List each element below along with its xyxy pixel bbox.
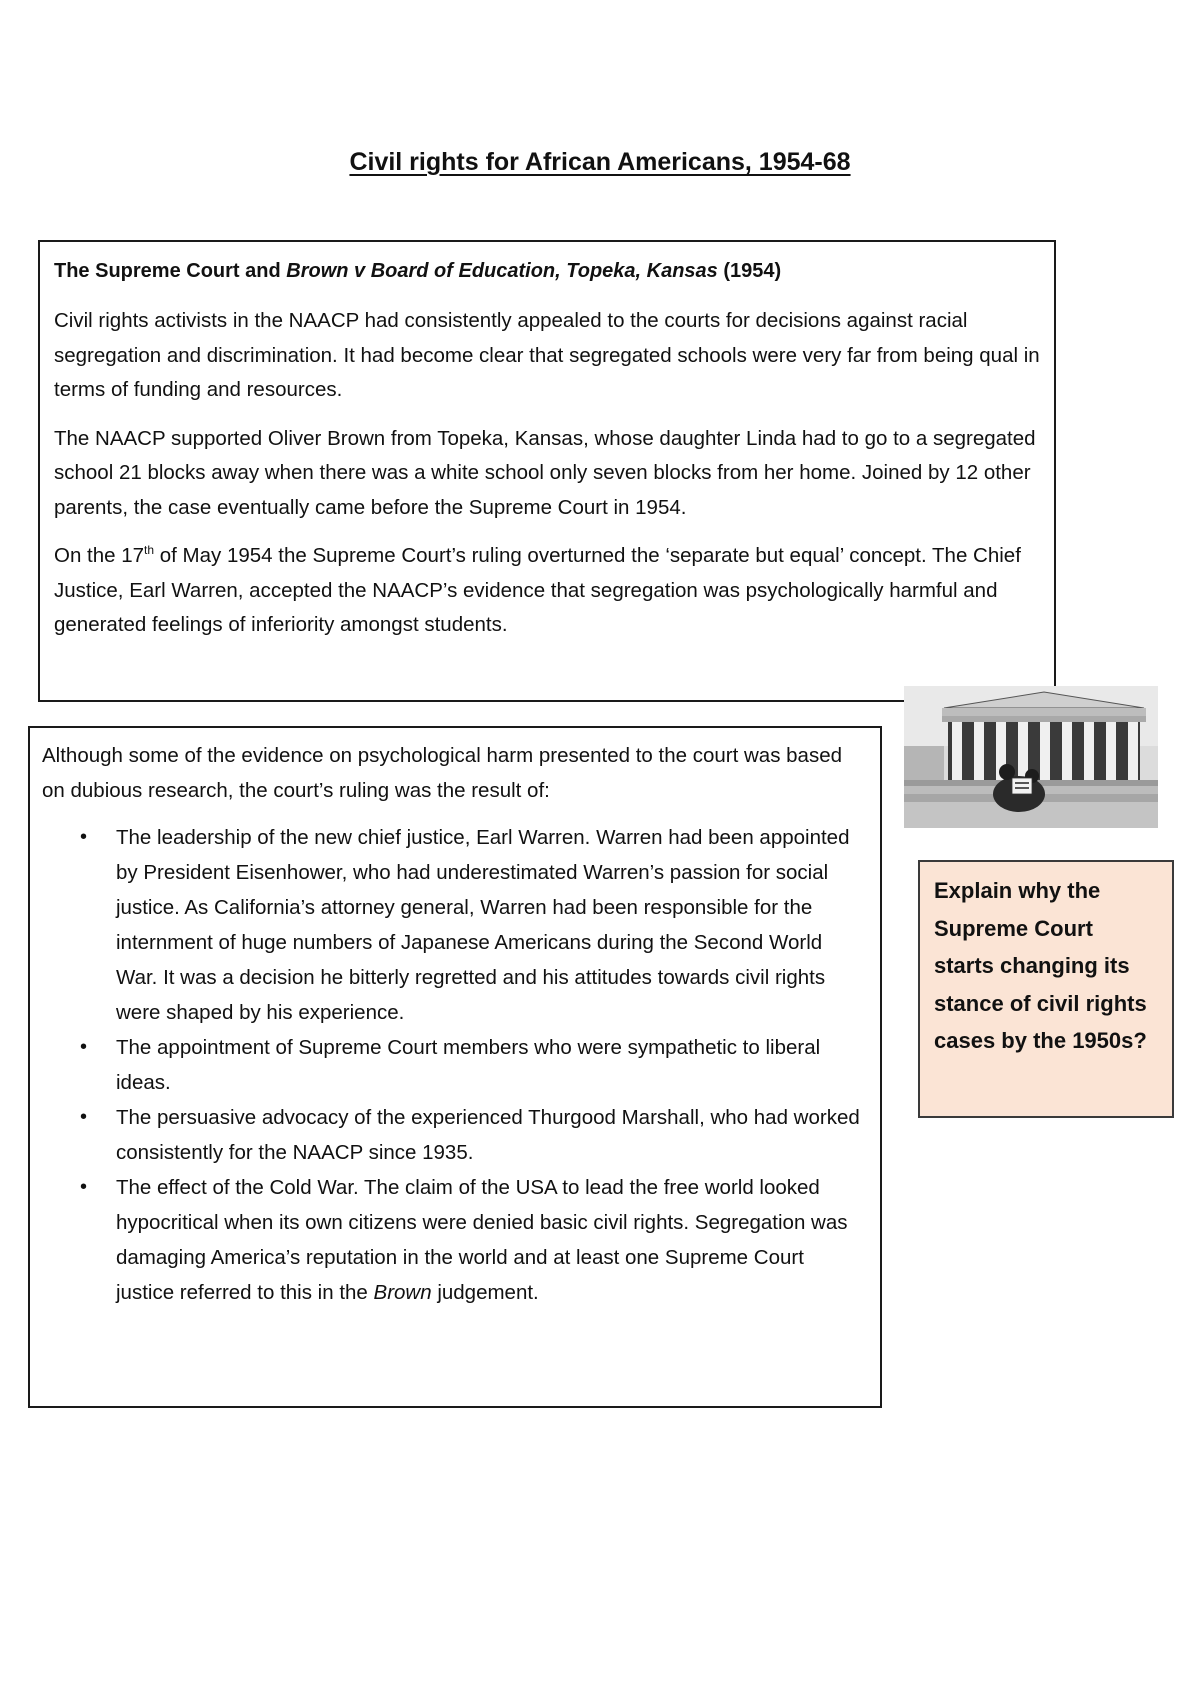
paragraph-oliver-brown: The NAACP supported Oliver Brown from Topeka, Kansas, whose daughter Linda had to go to a segregated school 21 blocks away when there was a white school only seven blocks from her home. Joined by 12 other parents, the case eventually came before the Supreme Court in 1954.: [54, 426, 1036, 519]
page-title: Civil rights for African Americans, 1954-68: [349, 148, 851, 176]
supreme-court-steps-photo: [904, 686, 1158, 828]
list-item: [42, 1170, 866, 1310]
brown-case-box: [38, 240, 1056, 702]
reason-text: The appointment of Supreme Court members who were sympathetic to liberal ideas.: [116, 1036, 821, 1094]
reason-text-pre: The effect of the Cold War. The claim of the USA to lead the free world looked hypocritical when its own citizens were denied basic civil rights. Segregation was damaging America’s reputation in the world and at least one Supreme Court justice referred to this in the: [116, 1176, 848, 1304]
brown-case-heading: [54, 256, 1040, 286]
bullet-icon: •: [80, 1106, 88, 1128]
reason-text: The persuasive advocacy of the experienced Thurgood Marshall, who had worked consistently for the NAACP since 1935.: [116, 1106, 860, 1164]
question-text: Explain why the Supreme Court starts changing its stance of civil rights cases by the 1950s?: [934, 878, 1147, 1053]
heading-year: (1954): [717, 260, 782, 282]
bullet-icon: •: [80, 826, 88, 848]
list-item: [42, 1100, 866, 1170]
ruling-text: of May 1954 the Supreme Court’s ruling overturned the ‘separate but equal’ concept. The Chief Justice, Earl Warren, accepted the NAACP’s evidence that segregation was psychologically harmful and generated feelings of inferiority amongst students.: [54, 544, 1021, 636]
reason-case-name: Brown: [373, 1281, 432, 1304]
reasons-intro: Although some of the evidence on psychological harm presented to the court was based on dubious research, the court’s ruling was the result of:: [42, 744, 842, 802]
paragraph-naacp-appeals: Civil rights activists in the NAACP had consistently appealed to the courts for decisions against racial segregation and discrimination. It had become clear that segregated schools were very far from being qual in terms of funding and resources.: [54, 309, 1040, 401]
bullet-icon: •: [80, 1176, 88, 1198]
reason-text-post: judgement.: [431, 1281, 539, 1304]
bullet-icon: •: [80, 1036, 88, 1058]
case-name: Brown v Board of Education, Topeka, Kansas: [286, 260, 718, 282]
heading-prefix: The Supreme Court and: [54, 260, 287, 282]
paragraph-ruling: [54, 539, 1040, 643]
ordinal-suffix: th: [144, 543, 155, 558]
list-item: [42, 1030, 866, 1100]
reason-text: The leadership of the new chief justice, Earl Warren. Warren had been appointed by President Eisenhower, who had underestimated Warren’s passion for social justice. As California’s attorney general, Warren had been responsible for the internment of huge numbers of Japanese Americans during the Second World War. It was a decision he bitterly regretted and his attitudes towards civil rights were shaped by his experience.: [116, 826, 850, 1024]
question-box: [918, 860, 1174, 1118]
ruling-reasons-box: [28, 726, 882, 1408]
ruling-date-pre: On the 17: [54, 544, 145, 567]
reasons-list: [42, 820, 866, 1310]
list-item: [42, 820, 866, 1030]
